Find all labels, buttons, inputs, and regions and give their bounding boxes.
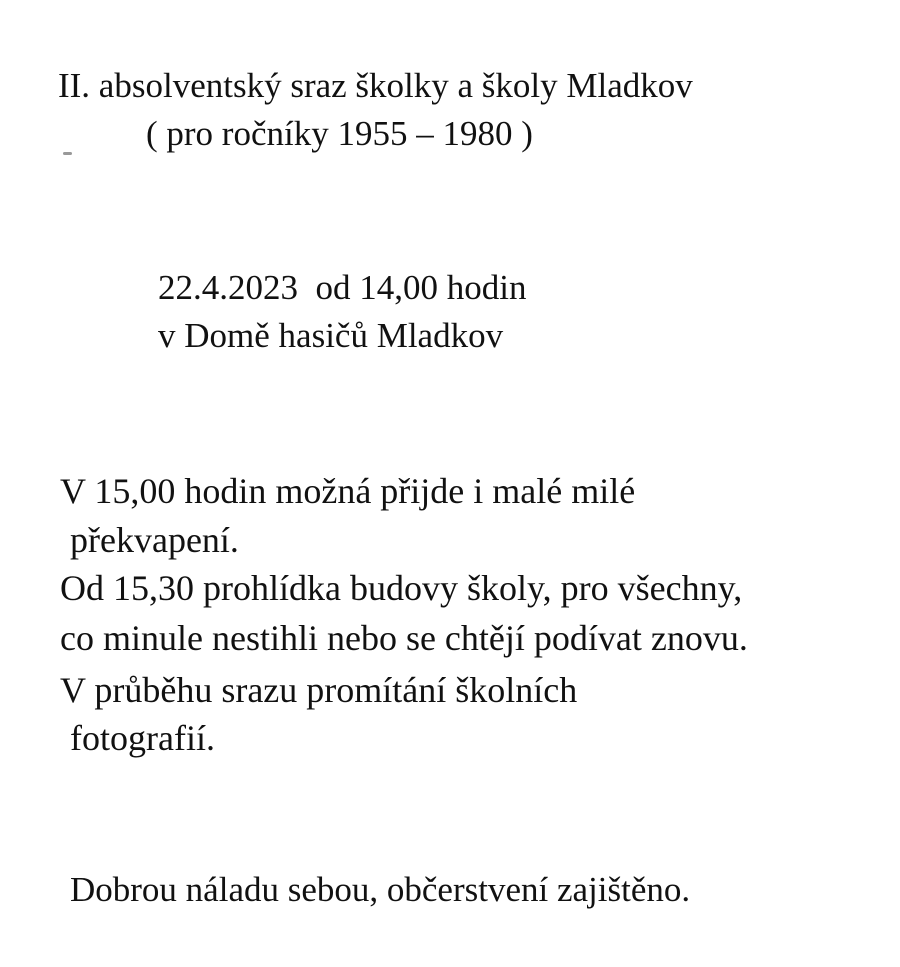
event-datetime: 22.4.2023 od 14,00 hodin [158, 268, 527, 307]
document-subtitle: ( pro ročníky 1955 – 1980 ) [146, 114, 533, 153]
document-title: II. absolventský sraz školky a školy Mladkov [58, 66, 693, 105]
program-line-2: překvapení. [70, 520, 239, 560]
program-line-5: V průběhu srazu promítání školních [60, 670, 578, 710]
program-line-1: V 15,00 hodin možná přijde i malé milé [60, 471, 636, 511]
event-place: v Domě hasičů Mladkov [158, 316, 504, 355]
program-line-6: fotografií. [70, 718, 215, 758]
program-line-3: Od 15,30 prohlídka budovy školy, pro všechny, [60, 568, 743, 608]
closing-line: Dobrou náladu sebou, občerstvení zajištěno. [70, 870, 691, 909]
program-line-4: co minule nestihli nebo se chtějí podívat znovu. [60, 618, 748, 658]
scan-speck [63, 152, 72, 155]
